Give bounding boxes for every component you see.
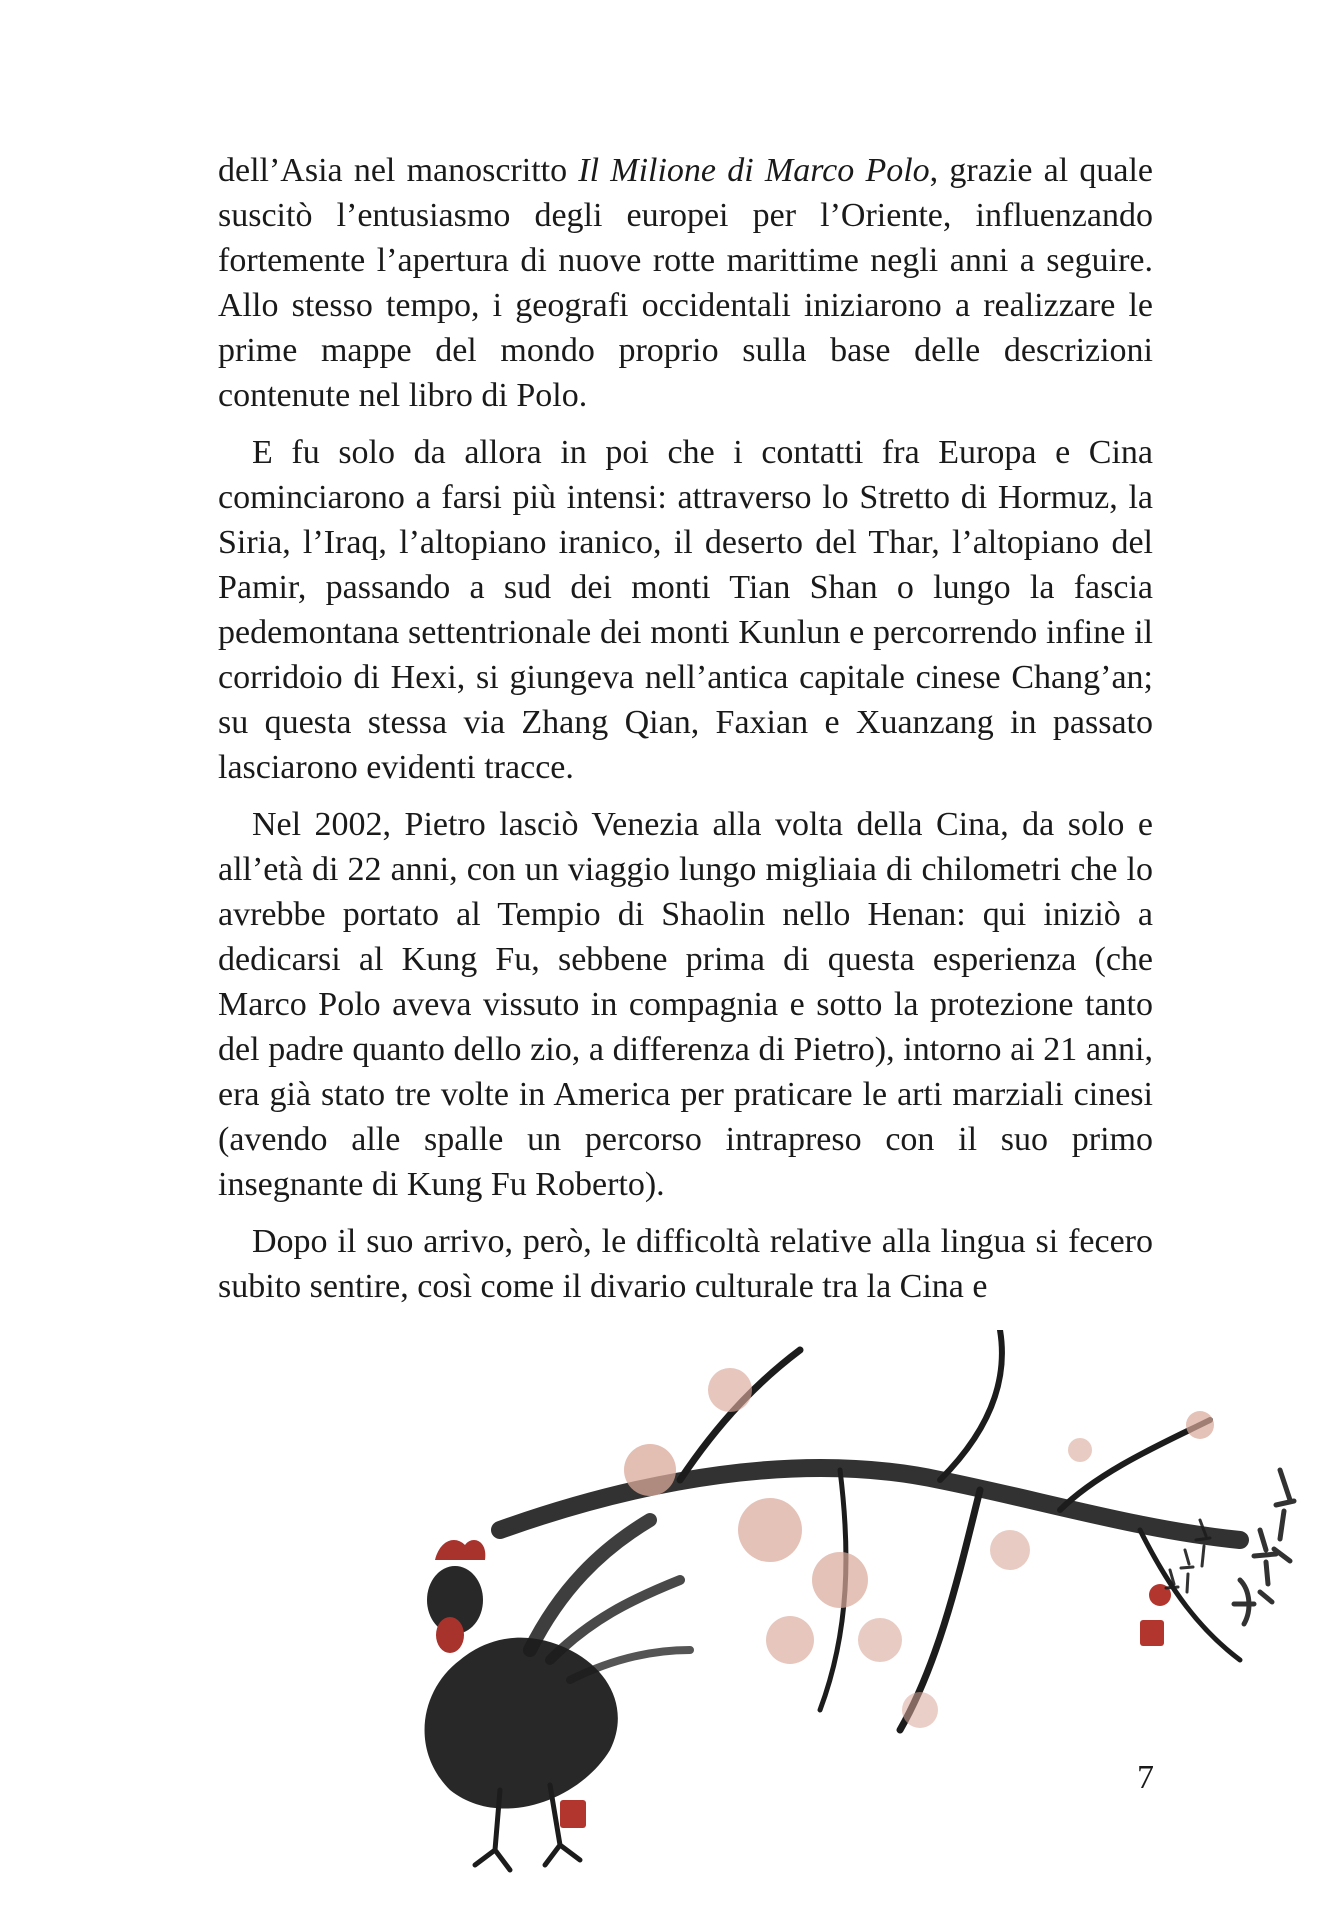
plum-branch-twig — [1060, 1420, 1210, 1510]
artist-seal-icon — [1140, 1620, 1164, 1646]
rooster-plum-blossom-painting — [380, 1330, 1334, 1890]
artist-seal-icon — [560, 1800, 586, 1828]
body-text — [218, 148, 1153, 1321]
page-number: 7 — [1137, 1759, 1154, 1796]
book-title-italic: Il Milione di Marco Polo — [578, 152, 930, 189]
paragraph-1-start: dell’Asia nel manoscritto — [218, 152, 579, 189]
paragraph-2: E fu solo da allora in poi che i contatti fra Europa e Cina cominciarono a farsi più intensi: attraverso lo Stretto di Hormuz, la Siria, l’Iraq, l’altopiano iranico, il deserto del Thar, l’altopiano del Pamir, passando a sud dei monti Tian Shan o lungo la fascia pedemontana settentrionale dei monti Kunlun e percorrendo infine il corridoio di Hexi, si giungeva nell’antica capitale cinese Chang’an; su questa stessa via Zhang Qian, Faxian e Xuanzang in passato lasciarono evidenti tracce. — [218, 434, 1153, 786]
paragraph-1 — [218, 148, 1153, 418]
plum-blossoms — [624, 1368, 1214, 1728]
plum-branch — [500, 1468, 1240, 1540]
rooster — [425, 1520, 690, 1870]
paragraph-4: Dopo il suo arrivo, però, le difficoltà relative alla lingua si fecero subito sentire, così come il divario culturale tra la Cina e — [218, 1223, 1153, 1305]
rooster-wattle — [436, 1617, 464, 1653]
rooster-comb — [435, 1540, 485, 1560]
paragraph-3: Nel 2002, Pietro lasciò Venezia alla volta della Cina, da solo e all’età di 22 anni, con un viaggio lungo migliaia di chilometri che lo avrebbe portato al Tempio di Shaolin nello Henan: qui iniziò a dedicarsi al Kung Fu, sebbene prima di questa esperienza (che Marco Polo aveva vissuto in compagnia e sotto la protezione tanto del padre quanto dello zio, a differenza di Pietro), intorno ai 21 anni, era già stato tre volte in America per praticare le arti marziali cinesi (avendo alle spalle un percorso intrapreso con il suo primo insegnante di Kung Fu Roberto). — [218, 806, 1153, 1203]
paragraph-1-end: , grazie al quale suscitò l’entusiasmo degli europei per l’Oriente, influenzando fortemente l’apertura di nuove rotte marittime negli anni a seguire. Allo stesso tempo, i geografi occidentali iniziarono a realizzare le prime mappe del mondo proprio sulla base delle descrizioni contenute nel libro di Polo. — [218, 152, 1153, 414]
plum-branch-twig — [940, 1330, 1002, 1480]
